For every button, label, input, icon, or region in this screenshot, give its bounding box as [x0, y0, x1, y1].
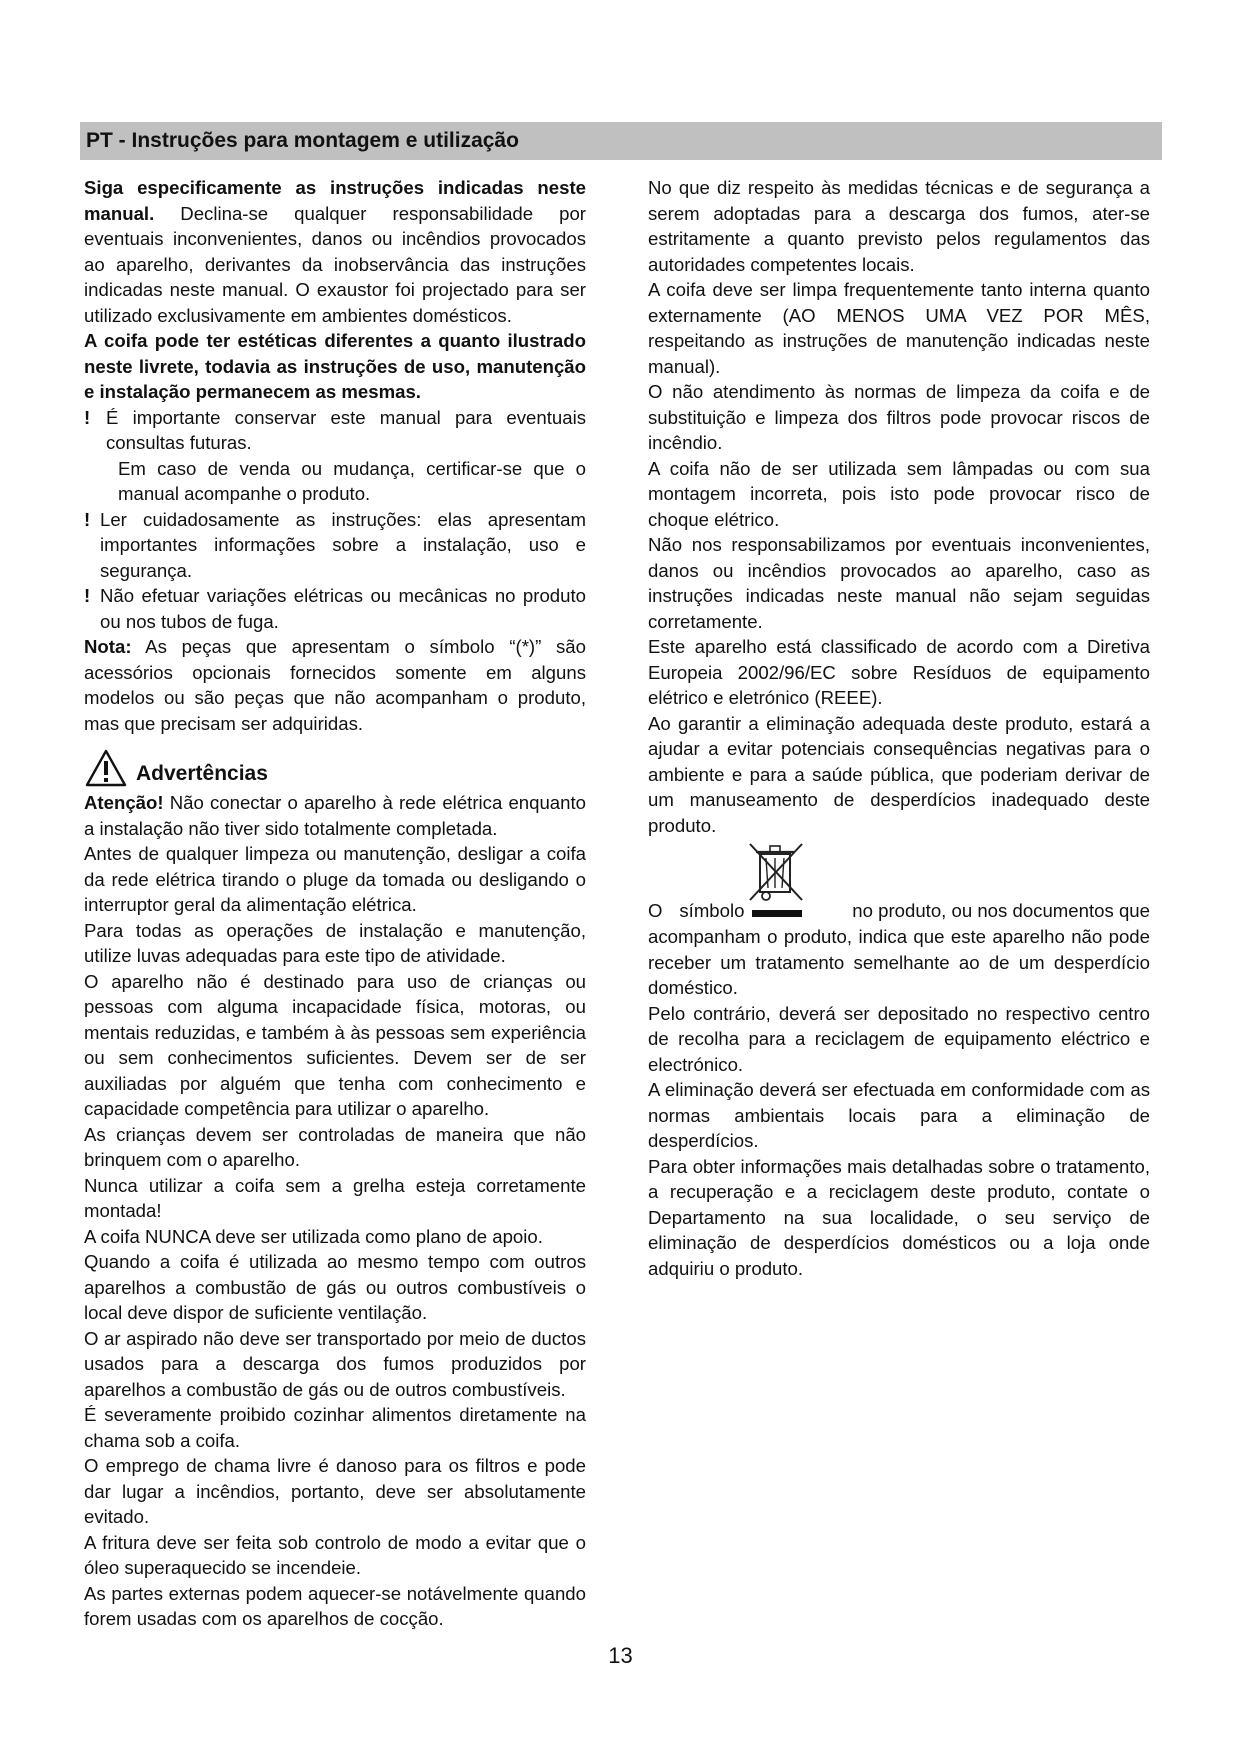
design-note: A coifa pode ter estéticas diferentes a quanto ilustrado neste livrete, todavia as instruções de uso, manutenção e instalação permanecem as mesmas. — [84, 330, 586, 402]
paragraph: Para todas as operações de instalação e manutenção, utilize luvas adequadas para este tipo de atividade. — [84, 919, 586, 966]
paragraph: A coifa deve ser limpa frequentemente tanto interna quanto externamente (AO MENOS UMA VEZ POR MÊS, respeitando as instruções de manutenção indicadas neste manual). — [648, 279, 1150, 377]
symbol-word-2: símbolo — [679, 900, 745, 921]
paragraph: As partes externas podem aquecer-se notávelmente quando forem usadas com os aparelhos de cocção. — [84, 1582, 586, 1629]
paragraph: A coifa NUNCA deve ser utilizada como plano de apoio. — [84, 1225, 543, 1247]
paragraph: Antes de qualquer limpeza ou manutenção, desligar a coifa da rede elétrica tirando o pluge da tomada ou desligando o interruptor geral da alimentação elétrica. — [84, 843, 586, 915]
nota-label: Nota: — [84, 636, 132, 657]
paragraph: Nunca utilizar a coifa sem a grelha esteja corretamente montada! — [84, 1174, 586, 1221]
paragraph: No que diz respeito às medidas técnicas e de segurança a serem adoptadas para a descarga dos fumos, ater-se estritamente a quanto previsto pelos regulamentos das autoridades competentes locais. — [648, 177, 1150, 275]
paragraph: É severamente proibido cozinhar alimentos diretamente na chama sob a coifa. — [84, 1404, 586, 1451]
nota-paragraph — [84, 634, 586, 736]
paragraph: Este aparelho está classificado de acordo com a Diretiva Europeia 2002/96/EC sobre Resíduos de equipamento elétrico e eletrónico (REEE). — [648, 636, 1150, 708]
bullet-text: Ler cuidadosamente as instruções: elas apresentam importantes informações sobre a instalação, uso e segurança. — [100, 508, 586, 581]
paragraph: O aparelho não é destinado para uso de crianças ou pessoas com alguma incapacidade física, motoras, ou mentais reduzidas, e também à às pessoas sem experiência ou sem conhecimentos suficientes. Devem ser de ser auxiliadas por alguém que tenha com conhecimento e capacidade competência para utilizar o aparelho. — [84, 970, 586, 1119]
intro-bold: Siga especificamente as instruções indicadas neste manual. — [84, 177, 586, 224]
warnings-heading — [84, 748, 586, 788]
bullet-text: Não efetuar variações elétricas ou mecânicas no produto ou nos tubos de fuga. — [100, 585, 586, 632]
intro-text: Declina-se qualquer responsabilidade por eventuais inconvenientes, danos ou incêndios provocados ao aparelho, derivantes da inobservância das instruções indicadas neste manual. O exaustor foi projectado para ser utilizado exclusivamente em ambientes domésticos. — [84, 202, 586, 326]
bullet-item — [84, 583, 586, 634]
symbol-after-text: no produto, ou nos documentos que — [852, 900, 1150, 921]
exclamation-mark: ! — [84, 508, 91, 530]
symbol-word-1: O — [648, 900, 663, 921]
nota-text: As peças que apresentam o símbolo “(*)” são acessórios opcionais fornecidos somente em alguns modelos ou são peças que não acompanham o produto, mas que precisam ser adquiridas. — [84, 636, 586, 734]
right-paragraphs-bottom — [648, 1001, 1150, 1282]
warnings-paragraphs — [84, 841, 586, 1632]
weee-symbol-line — [648, 898, 1150, 924]
paragraph: O emprego de chama livre é danoso para os filtros e pode dar lugar a incêndios, portanto, deve ser absolutamente evitado. — [84, 1455, 586, 1527]
weee-symbol-row — [648, 840, 1150, 950]
paragraph: As crianças devem ser controladas de maneira que não brinquem com o aparelho. — [84, 1123, 586, 1170]
paragraph: A eliminação deverá ser efectuada em conformidade com as normas ambientais locais para a eliminação de desperdícios. — [648, 1079, 1150, 1151]
warnings-title: Advertências — [136, 762, 268, 785]
right-column — [648, 175, 1150, 1281]
bullet-item — [84, 507, 586, 584]
bullet-text: É importante conservar este manual para eventuais consultas futuras. — [106, 406, 586, 453]
exclamation-mark: ! — [84, 406, 91, 428]
atencao-text: Não conectar o aparelho à rede elétrica enquanto a instalação não tiver sido totalmente completada. — [84, 792, 586, 839]
paragraph: A fritura deve ser feita sob controlo de modo a evitar que o óleo superaquecido se incendeie. — [84, 1531, 586, 1578]
paragraph: A coifa não de ser utilizada sem lâmpadas ou com sua montagem incorreta, pois isto pode provocar risco de choque elétrico. — [648, 457, 1150, 530]
paragraph: O não atendimento às normas de limpeza da coifa e de substituição e limpeza dos filtros pode provocar riscos de incêndio. — [648, 381, 1150, 453]
page-number: 13 — [608, 1643, 633, 1668]
paragraph: Pelo contrário, deverá ser depositado no respectivo centro de recolha para a reciclagem de equipamento eléctrico e electrónico. — [648, 1002, 1150, 1075]
atencao-label: Atenção! — [84, 792, 164, 813]
intro-paragraph — [84, 175, 586, 328]
paragraph: Ao garantir a eliminação adequada deste produto, estará a ajudar a evitar potenciais consequências negativas para o ambiente e para a saúde pública, que poderiam derivar de um manuseamento de desperdícios inadequado deste produto. — [648, 712, 1150, 836]
paragraph: Quando a coifa é utilizada ao mesmo tempo com outros aparelhos a combustão de gás ou outros combustíveis o local deve dispor de suficiente ventilação. — [84, 1251, 586, 1323]
exclamation-mark: ! — [84, 585, 91, 606]
section-title: PT - Instruções para montagem e utilização — [86, 129, 519, 152]
right-paragraphs-top — [648, 175, 1150, 838]
paragraph: Não nos responsabilizamos por eventuais inconvenientes, danos ou incêndios provocados ao aparelho, caso as instruções indicadas neste manual não sejam seguidas corretamente. — [648, 534, 1150, 632]
section-header-bar — [80, 122, 1162, 160]
paragraph: Para obter informações mais detalhadas sobre o tratamento, a recuperação e a reciclagem deste produto, contate o Departamento na sua localidade, o seu serviço de eliminação de desperdícios domésticos ou a loja onde adquiriu o produto. — [648, 1155, 1150, 1279]
left-column — [84, 175, 586, 1632]
warning-triangle-icon — [84, 748, 128, 788]
symbol-continuation: acompanham o produto, indica que este aparelho não pode receber um tratamento semelhante ao de um desperdício doméstico. — [648, 926, 1150, 998]
paragraph: O ar aspirado não deve ser transportado por meio de ductos usados para a descarga dos fumos produzidos por aparelhos a combustão de gás ou de outros combustíveis. — [84, 1327, 586, 1400]
atencao-paragraph — [84, 790, 586, 841]
bullet-item — [84, 405, 586, 507]
bullet-continuation: Em caso de venda ou mudança, certificar-se que o manual acompanhe o produto. — [118, 457, 586, 504]
